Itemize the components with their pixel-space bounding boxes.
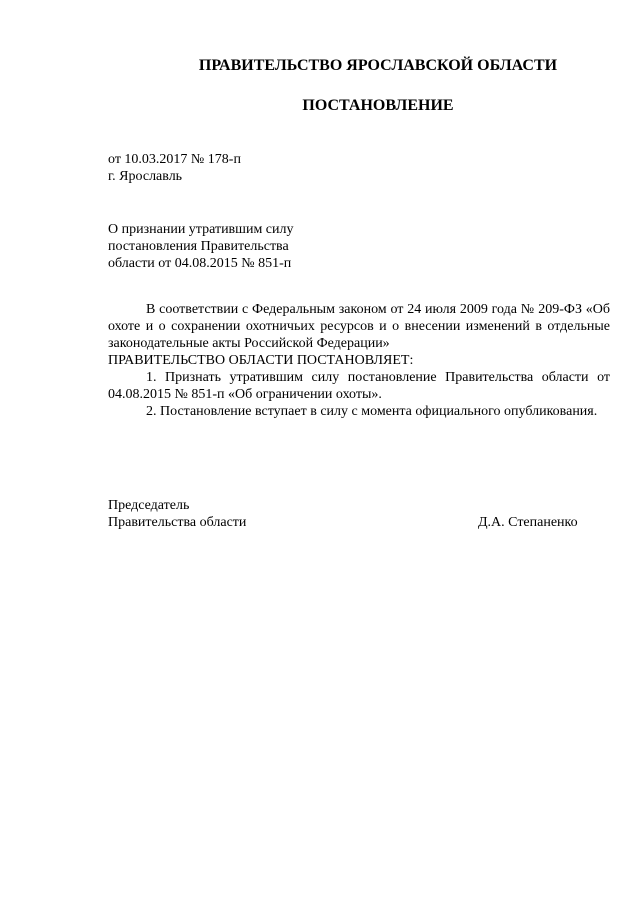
organization-title: ПРАВИТЕЛЬСТВО ЯРОСЛАВСКОЙ ОБЛАСТИ xyxy=(198,57,558,74)
item-2-paragraph: 2. Постановление вступает в силу с момента официального опубликования. xyxy=(146,404,598,419)
signature-title-line-2: Правительства области xyxy=(108,515,247,530)
signatory-name: Д.А. Степаненко xyxy=(478,515,578,530)
subject-line-3: области от 04.08.2015 № 851-п xyxy=(108,256,292,271)
document-type-title: ПОСТАНОВЛЕНИЕ xyxy=(302,97,454,114)
document-date-number: от 10.03.2017 № 178-п xyxy=(108,152,241,167)
subject-line-1: О признании утратившим силу xyxy=(108,222,294,237)
subject-line-2: постановления Правительства xyxy=(108,239,289,254)
document-city: г. Ярославль xyxy=(108,169,183,184)
resolves-line: ПРАВИТЕЛЬСТВО ОБЛАСТИ ПОСТАНОВЛЯЕТ: xyxy=(108,353,414,368)
document-body xyxy=(108,301,610,420)
signature-title-line-1: Председатель xyxy=(108,498,190,513)
item-1-paragraph: 1. Признать утратившим силу постановление Правительства области от 04.08.2015 № 851-п «Об ограничении охоты». xyxy=(108,370,610,402)
preamble-paragraph: В соответствии с Федеральным законом от 24 июля 2009 года № 209-ФЗ «Об охоте и о сохранении охотничьих ресурсов и о внесении изменений в отдельные законодательные акты Российской Федерации» xyxy=(108,302,610,351)
